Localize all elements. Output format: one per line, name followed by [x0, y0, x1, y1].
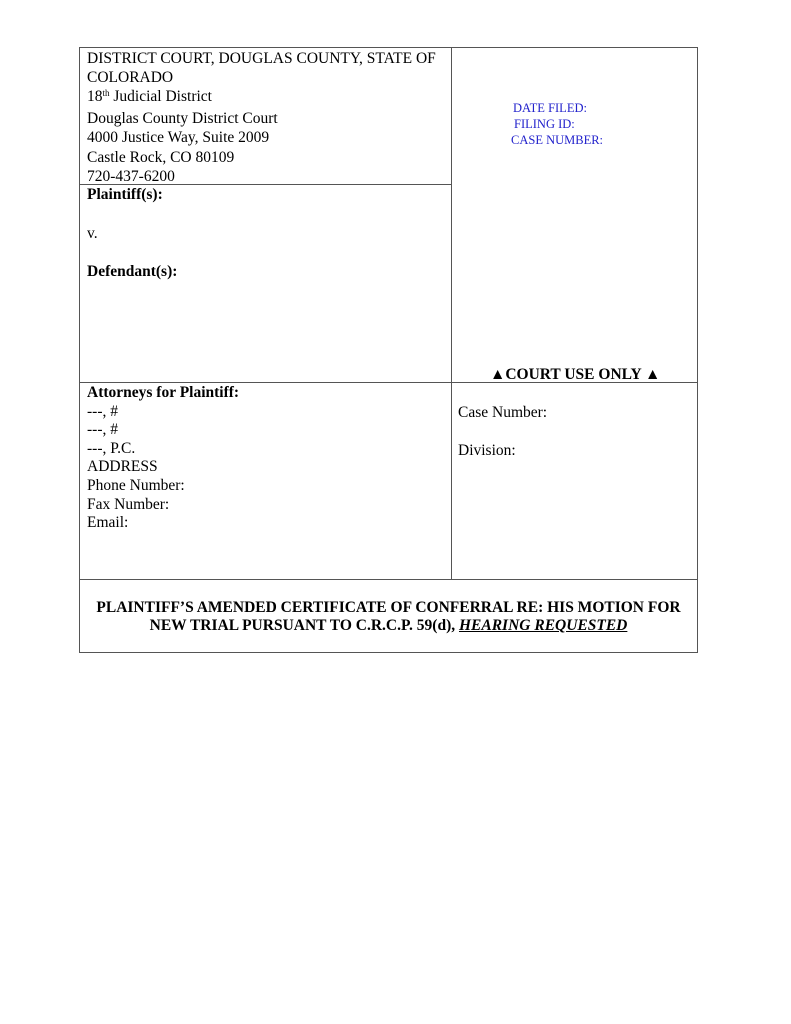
case-number-label: Case Number:	[458, 404, 548, 421]
court-street: 4000 Justice Way, Suite 2009	[87, 129, 270, 147]
district-suffix: th	[102, 88, 110, 98]
attorney-line: ---, #	[87, 421, 118, 439]
district-rest: Judicial District	[109, 88, 212, 105]
attorney-line: Fax Number:	[87, 495, 170, 513]
attorney-line: ---, #	[87, 402, 118, 420]
document-title	[80, 599, 697, 635]
court-use-only-label: ▲COURT USE ONLY ▲	[490, 366, 661, 383]
court-info-block	[87, 49, 447, 187]
court-phone: 720-437-6200	[87, 168, 175, 186]
column-divider	[451, 48, 452, 580]
judicial-district	[87, 87, 447, 107]
row-divider-title	[80, 579, 697, 580]
case-number-stamp-label: CASE NUMBER:	[511, 133, 604, 147]
title-line-2-main: NEW TRIAL PURSUANT TO C.R.C.P. 59(d),	[149, 617, 459, 634]
filing-id-label: FILING ID:	[514, 117, 575, 131]
title-line-1: PLAINTIFF’S AMENDED CERTIFICATE OF CONFERRAL RE: HIS MOTION FOR	[96, 599, 681, 616]
hearing-requested-text: HEARING REQUESTED	[458, 617, 628, 634]
defendants-label: Defendant(s):	[87, 263, 178, 280]
attorneys-heading: Attorneys for Plaintiff:	[87, 384, 240, 401]
title-line-2	[80, 617, 697, 635]
court-city-state-zip: Castle Rock, CO 80109	[87, 148, 235, 166]
court-name: Douglas County District Court	[87, 109, 278, 127]
caption-table	[79, 47, 698, 653]
court-name-line: DISTRICT COURT, DOUGLAS COUNTY, STATE OF COLORADO	[87, 50, 436, 86]
attorneys-block	[87, 383, 239, 532]
division-label: Division:	[458, 442, 516, 459]
district-number: 18	[87, 88, 103, 105]
attorney-line: Phone Number:	[87, 476, 185, 494]
attorney-line: ---, P.C.	[87, 439, 136, 457]
attorney-line: ADDRESS	[87, 458, 158, 476]
plaintiffs-label: Plaintiff(s):	[87, 186, 163, 203]
date-filed-label: DATE FILED:	[513, 101, 587, 115]
attorney-line: Email:	[87, 514, 129, 532]
versus-text: v.	[87, 225, 98, 242]
